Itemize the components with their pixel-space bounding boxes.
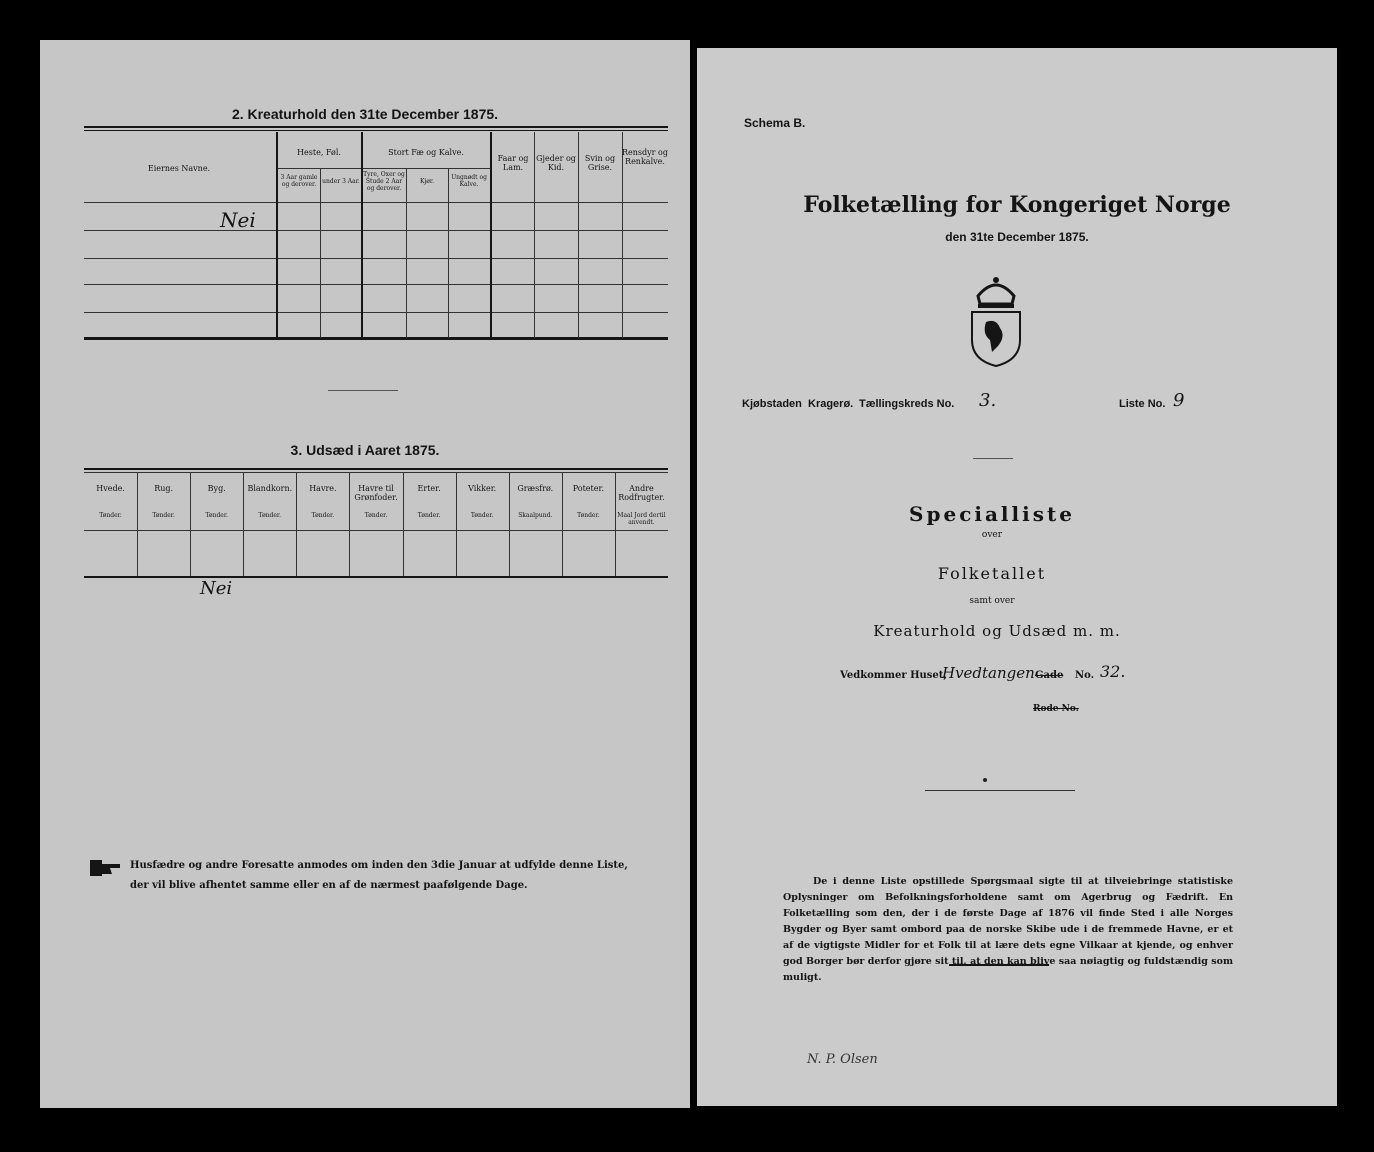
kjobstaden-value: Kragerø.: [808, 398, 854, 410]
table3-col-unit: Skaalpund.: [518, 512, 553, 519]
pointing-hand-icon: [90, 858, 122, 878]
notice-text: Husfædre og andre Foresatte anmodes om inden den 3die Januar at udfylde denne Liste, der vil blive afhentet samme eller en af de nærmest paafølgende Dage.: [130, 860, 628, 891]
table3-col-header: Poteter.: [572, 484, 604, 493]
table2-row-rule: [84, 258, 668, 259]
table3-col-header: Havre.: [309, 484, 337, 493]
table3-bottom-rule: [84, 576, 668, 578]
table2-divider: [406, 168, 407, 338]
right-page: [697, 48, 1337, 1106]
table3-divider: [190, 472, 191, 576]
kreaturhold-heading: Kreaturhold og Udsæd m. m.: [873, 622, 1121, 640]
table3-header-rule: [84, 530, 668, 531]
table3-top-rule2: [84, 472, 668, 473]
schema-label: Schema B.: [744, 116, 806, 130]
kreds-label: Tællingskreds No.: [859, 398, 955, 410]
liste-value: 9: [1173, 390, 1185, 411]
table3-divider: [615, 472, 616, 576]
table3-divider: [509, 472, 510, 576]
table3-col-header: Græsfrø.: [517, 484, 554, 493]
col-heste-header: Heste, Føl.: [297, 148, 341, 157]
table2-row-rule: [84, 230, 668, 231]
table3-col-unit: Tønder.: [205, 512, 228, 519]
folketallet-heading: Folketallet: [937, 564, 1047, 583]
table2-top-rule: [84, 126, 668, 128]
separator-rule: [949, 964, 1049, 966]
table2-divider: [490, 132, 492, 338]
col-owner-header: Eiernes Navne.: [147, 164, 211, 173]
table3-divider: [562, 472, 563, 576]
table2-divider: [448, 168, 449, 338]
table3-divider: [296, 472, 297, 576]
no-value: 32.: [1100, 662, 1126, 681]
explanation-paragraph: De i denne Liste opstillede Spørgsmaal sigte til at tilveiebringe statistiske Oplysninger om Befolkningsforholdene samt om Agerbrug og Fædrift. En Folketælling som den, der i de første Dage af 1876 vil finde Sted i alle Norges Bygder og Byer samt ombord paa de norske Skibe ude i de fremmede Havne, er et af de vigtigste Midler for et Folk til at lære dets egne Vilkaar at kjende, og enhver god Borger bør derfor gjøre sit til, at den kan blive saa nøiagtig og fuldstændig som muligt.: [783, 876, 1233, 983]
table2-row-rule: [84, 312, 668, 313]
table2-divider: [534, 132, 535, 338]
ornament-dot: [983, 778, 987, 782]
main-date: den 31te December 1875.: [945, 230, 1089, 244]
rode-label: Rode No.: [1033, 704, 1079, 714]
section2-title: 2. Kreaturhold den 31te December 1875.: [231, 106, 499, 122]
coat-of-arms-icon: [966, 274, 1026, 368]
table2-top-rule2: [84, 130, 668, 131]
separator-rule: [328, 390, 398, 391]
table2-header-rule: [84, 202, 668, 203]
separator-rule: [925, 790, 1075, 791]
table2-bottom-rule: [84, 337, 668, 340]
table3-col-unit: Tønder.: [99, 512, 122, 519]
table3-col-unit: Maal Jord dertil anvendt.: [617, 512, 666, 526]
table2-divider: [276, 132, 278, 338]
col-stort-b: Kjør.: [419, 178, 435, 185]
gade-label: Gade: [1035, 670, 1064, 681]
table3-col-header: Vikker.: [468, 484, 497, 493]
separator-rule: [973, 458, 1013, 459]
samt-over-label: samt over: [969, 596, 1015, 606]
table2-divider: [578, 132, 579, 338]
table3-col-unit: Tønder.: [417, 512, 441, 519]
table2-divider: [320, 168, 321, 338]
col-faar: Faar og Lam.: [497, 154, 529, 172]
huset-value: Hvedtangen: [942, 664, 1035, 682]
col-gjeder: Gjeder og Kid.: [536, 154, 576, 172]
liste-label: Liste No.: [1119, 398, 1166, 410]
table3-col-header: Erter.: [417, 484, 441, 493]
table2-divider: [622, 132, 623, 338]
table3-col-unit: Tønder.: [364, 512, 388, 519]
section2-handwritten-entry: Nei: [220, 208, 256, 232]
kreds-value: 3.: [979, 390, 997, 411]
table3-divider: [137, 472, 138, 576]
left-page: [40, 40, 690, 1108]
table3-divider: [349, 472, 350, 576]
table3-col-unit: Tønder.: [577, 512, 600, 519]
specialliste-heading: Specialliste: [909, 502, 1075, 526]
col-stort-c: Ungnødt og Kalve.: [451, 174, 487, 188]
col-svin: Svin og Grise.: [584, 154, 616, 172]
table3-divider: [403, 472, 404, 576]
over-label: over: [981, 530, 1003, 540]
table3-col-header: Andre Rodfrugter.: [618, 484, 665, 502]
table3-divider: [243, 472, 244, 576]
col-heste-a: 3 Aar gamle og derover.: [280, 174, 318, 188]
table3-col-header: Havre til Grønfoder.: [354, 484, 398, 502]
table3-col-unit: Tønder.: [470, 512, 494, 519]
table3-col-header: Hvede.: [96, 484, 125, 493]
table3-divider: [456, 472, 457, 576]
table2-divider: [361, 132, 363, 338]
main-title: Folketælling for Kongeriget Norge: [803, 192, 1231, 218]
table3-top-rule: [84, 468, 668, 470]
table3-col-header: Rug.: [154, 484, 174, 493]
table3-col-unit: Tønder.: [152, 512, 175, 519]
section3-handwritten-entry: Nei: [200, 578, 233, 599]
col-stort-a: Tyre, Oxer og Stude 2 Aar og derover.: [363, 171, 405, 192]
no-label: No.: [1075, 670, 1095, 681]
table3-col-unit: Tønder.: [311, 512, 335, 519]
signature: N. P. Olsen: [807, 1052, 878, 1067]
col-rensdyr: Rensdyr og Renkalve.: [622, 148, 668, 166]
section3-title: 3. Udsæd i Aaret 1875.: [290, 442, 440, 458]
col-stort-header: Stort Fæ og Kalve.: [388, 148, 464, 157]
huset-label: Vedkommer Huset,: [840, 670, 947, 681]
table2-row-rule: [84, 284, 668, 285]
col-heste-b: under 3 Aar.: [322, 178, 360, 185]
kjobstaden-label: Kjøbstaden: [742, 398, 802, 410]
table3-col-header: Blandkorn.: [247, 484, 293, 493]
stort-subrule: [362, 168, 490, 169]
table3-col-unit: Tønder.: [258, 512, 282, 519]
table3-col-header: Byg.: [207, 484, 226, 493]
